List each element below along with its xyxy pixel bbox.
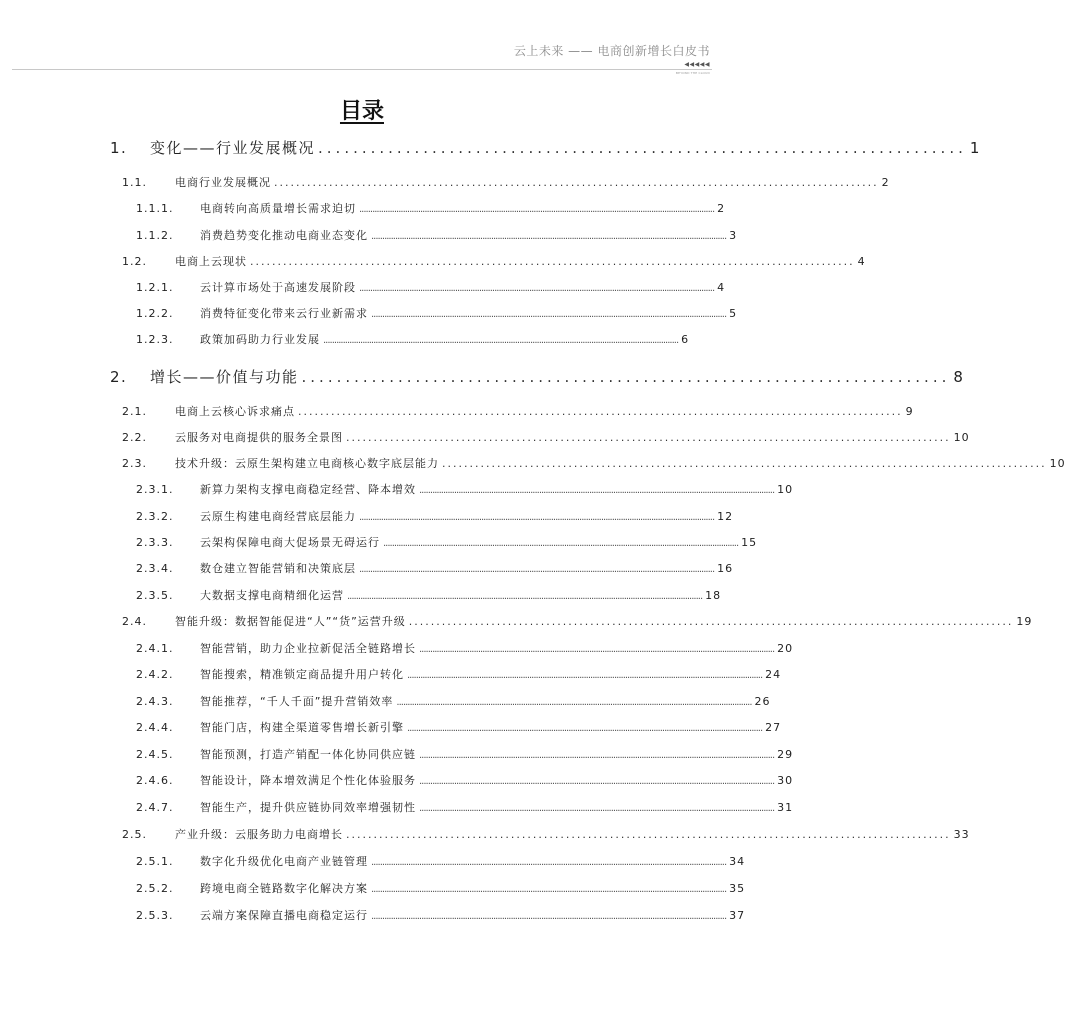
toc-page-number: 12 — [717, 510, 734, 523]
header-arrows-icon: ◀◀◀◀◀ — [684, 61, 710, 68]
toc-title-text: 云端方案保障直播电商稳定运行 — [200, 909, 368, 922]
toc-title-text: 消费特征变化带来云行业新需求 — [200, 307, 368, 320]
toc-page-number: 5 — [729, 307, 738, 320]
toc-leader: ................................................................................................................................................................... — [396, 697, 752, 708]
toc-page-number: 9 — [905, 405, 914, 418]
toc-entry[interactable] — [136, 560, 734, 576]
toc-title-text: 消费趋势变化推动电商业态变化 — [200, 229, 368, 242]
toc-leader: ................................................................................................................................................................... — [359, 564, 715, 575]
toc-leader: ................................................................................................................................................................... — [371, 911, 727, 922]
toc-leader: .......................................................................... — [318, 139, 967, 157]
toc-page-number: 1 — [969, 139, 981, 157]
toc-title-text: 数仓建立智能营销和决策底层 — [200, 562, 356, 575]
toc-leader: ................................................................................................................................................................... — [419, 485, 775, 496]
toc-number: 2.4.2. — [136, 668, 174, 681]
toc-number: 2.4.6. — [136, 774, 174, 787]
toc-entry[interactable] — [136, 666, 782, 682]
toc-leader: ................................................................................................................................................................... — [371, 884, 727, 895]
toc-leader: ................................................................................................................................................................... — [407, 670, 763, 681]
toc-leader: .............................................................................................................. — [274, 176, 879, 189]
toc-page-number: 37 — [729, 909, 746, 922]
toc-leader: ................................................................................................................................................................... — [359, 283, 715, 294]
toc-page-number: 16 — [717, 562, 734, 575]
toc-page-number: 24 — [765, 668, 782, 681]
toc-title-text: 跨境电商全链路数字化解决方案 — [200, 882, 368, 895]
toc-entry[interactable] — [122, 174, 890, 190]
toc-entry[interactable] — [136, 534, 758, 550]
toc-page-number: 8 — [953, 368, 965, 386]
toc-page-number: 10 — [777, 483, 794, 496]
toc-number: 1.1.1. — [136, 202, 174, 215]
toc-entry[interactable] — [136, 305, 738, 321]
toc-leader: .............................................................................................................. — [250, 255, 855, 268]
toc-title-text: 新算力架构支撑电商稳定经营、降本增效 — [200, 483, 416, 496]
toc-number: 2.3.1. — [136, 483, 174, 496]
toc-leader: ................................................................................................................................................................... — [419, 644, 775, 655]
toc-page-number: 10 — [1049, 457, 1066, 470]
toc-title-text: 政策加码助力行业发展 — [200, 333, 320, 346]
toc-page-number: 30 — [777, 774, 794, 787]
toc-entry[interactable] — [136, 799, 794, 815]
toc-number: 1.2.3. — [136, 333, 174, 346]
toc-leader: .............................................................................................................. — [408, 615, 1014, 628]
toc-title-text: 智能升级：数据智能促进“人”“货”运营升级 — [175, 615, 406, 628]
toc-title: 目录 — [339, 99, 384, 124]
toc-title-text: 变化——行业发展概况 — [150, 139, 316, 157]
toc-number: 2.5.1. — [136, 855, 174, 868]
toc-number: 2.5. — [122, 828, 147, 841]
toc-title-text: 数字化升级优化电商产业链管理 — [200, 855, 368, 868]
toc-title-text: 云计算市场处于高速发展阶段 — [200, 281, 356, 294]
toc-leader: ................................................................................................................................................................... — [419, 803, 775, 814]
toc-entry[interactable] — [122, 429, 970, 445]
toc-entry[interactable] — [136, 508, 734, 524]
toc-number: 2.5.2. — [136, 882, 174, 895]
toc-page-number: 2 — [717, 202, 726, 215]
toc-number: 2.3.3. — [136, 536, 174, 549]
toc-entry[interactable] — [136, 719, 782, 735]
toc-page-number: 3 — [729, 229, 738, 242]
toc-entry[interactable] — [136, 587, 722, 603]
toc-title-text: 智能预测，打造产销配一体化协同供应链 — [200, 748, 416, 761]
toc-page-number: 31 — [777, 801, 794, 814]
toc-title-text: 增长——价值与功能 — [150, 368, 299, 386]
toc-leader: ................................................................................................................................................................... — [359, 204, 715, 215]
toc-title-text: 大数据支撑电商精细化运营 — [200, 589, 344, 602]
toc-page-number: 35 — [729, 882, 746, 895]
toc-page-number: 10 — [953, 431, 970, 444]
toc-title-text: 云架构保障电商大促场景无碍运行 — [200, 536, 380, 549]
toc-entry[interactable] — [122, 403, 914, 419]
toc-leader: .............................................................................................................. — [298, 405, 903, 418]
toc-entry[interactable] — [136, 880, 746, 896]
toc-entry[interactable] — [122, 455, 1066, 471]
toc-page-number: 4 — [717, 281, 726, 294]
toc-entry[interactable] — [110, 366, 965, 388]
toc-leader: .......................................................................... — [301, 368, 951, 386]
toc-page-number: 19 — [1016, 615, 1033, 628]
toc-entry[interactable] — [136, 853, 746, 869]
toc-title-text: 电商上云核心诉求痛点 — [175, 405, 295, 418]
toc-page-number: 20 — [777, 642, 794, 655]
toc-number: 1. — [110, 139, 128, 157]
toc-entry[interactable] — [122, 826, 970, 842]
toc-title-text: 智能门店，构建全渠道零售增长新引擎 — [200, 721, 404, 734]
toc-title-text: 云服务对电商提供的服务全景图 — [175, 431, 343, 444]
toc-number: 1.1.2. — [136, 229, 174, 242]
toc-leader: .............................................................................................................. — [346, 431, 951, 444]
toc-leader: .............................................................................................................. — [442, 457, 1047, 470]
toc-number: 1.2.1. — [136, 281, 174, 294]
toc-leader: .............................................................................................................. — [346, 828, 951, 841]
toc-page-number: 34 — [729, 855, 746, 868]
toc-page-number: 26 — [754, 695, 771, 708]
toc-number: 1.1. — [122, 176, 147, 189]
toc-entry[interactable] — [136, 640, 794, 656]
toc-number: 2.3. — [122, 457, 147, 470]
toc-entry[interactable] — [136, 200, 726, 216]
toc-entry[interactable] — [136, 772, 794, 788]
toc-number: 2.1. — [122, 405, 147, 418]
toc-page-number: 29 — [777, 748, 794, 761]
header-divider — [12, 69, 712, 70]
toc-number: 2.4.3. — [136, 695, 174, 708]
toc-entry[interactable] — [136, 481, 794, 497]
toc-title-text: 智能推荐，“千人千面”提升营销效率 — [200, 695, 394, 708]
toc-number: 2.3.2. — [136, 510, 174, 523]
toc-entry[interactable] — [136, 746, 794, 762]
toc-title-text: 产业升级：云服务助力电商增长 — [175, 828, 343, 841]
toc-title-text: 智能营销，助力企业拉新促活全链路增长 — [200, 642, 416, 655]
toc-leader: ................................................................................................................................................................... — [419, 750, 775, 761]
toc-page-number: 6 — [681, 333, 690, 346]
toc-number: 2.4. — [122, 615, 147, 628]
toc-entry[interactable] — [122, 613, 1033, 629]
toc-title-text: 电商行业发展概况 — [175, 176, 271, 189]
toc-number: 2. — [110, 368, 128, 386]
toc-page-number: 15 — [741, 536, 758, 549]
toc-entry[interactable] — [136, 693, 771, 709]
toc-entry[interactable] — [136, 331, 690, 347]
toc-number: 2.2. — [122, 431, 147, 444]
toc-title-text: 电商上云现状 — [175, 255, 247, 268]
toc-page-number: 33 — [953, 828, 970, 841]
toc-title-text: 智能搜索，精准锁定商品提升用户转化 — [200, 668, 404, 681]
toc-entry[interactable] — [110, 137, 981, 159]
toc-number: 2.4.4. — [136, 721, 174, 734]
toc-entry[interactable] — [136, 227, 738, 243]
toc-leader: ................................................................................................................................................................... — [419, 776, 775, 787]
toc-page-number: 4 — [857, 255, 866, 268]
toc-leader: ................................................................................................................................................................... — [347, 591, 703, 602]
toc-page-number: 27 — [765, 721, 782, 734]
toc-title-text: 技术升级：云原生架构建立电商核心数字底层能力 — [175, 457, 439, 470]
toc-entry[interactable] — [122, 253, 866, 269]
toc-entry[interactable] — [136, 279, 726, 295]
toc-number: 1.2.2. — [136, 307, 174, 320]
toc-number: 2.4.7. — [136, 801, 174, 814]
header-subtitle: BEYOND THE CLOUD — [675, 71, 710, 75]
toc-number: 2.5.3. — [136, 909, 174, 922]
toc-entry[interactable] — [136, 907, 746, 923]
toc-leader: ................................................................................................................................................................... — [371, 857, 727, 868]
toc-number: 2.3.5. — [136, 589, 174, 602]
toc-leader: ................................................................................................................................................................... — [359, 512, 715, 523]
toc-number: 2.3.4. — [136, 562, 174, 575]
toc-number: 2.4.1. — [136, 642, 174, 655]
toc-leader: ................................................................................................................................................................... — [323, 335, 679, 346]
toc-title-text: 电商转向高质量增长需求迫切 — [200, 202, 356, 215]
toc-title-text: 智能生产，提升供应链协同效率增强韧性 — [200, 801, 416, 814]
toc-leader: ................................................................................................................................................................... — [371, 309, 727, 320]
toc-leader: ................................................................................................................................................................... — [383, 538, 739, 549]
toc-leader: ................................................................................................................................................................... — [407, 723, 763, 734]
toc-title-text: 云原生构建电商经营底层能力 — [200, 510, 356, 523]
toc-number: 1.2. — [122, 255, 147, 268]
toc-page-number: 18 — [705, 589, 722, 602]
toc-page-number: 2 — [881, 176, 890, 189]
toc-title-text: 智能设计，降本增效满足个性化体验服务 — [200, 774, 416, 787]
toc-number: 2.4.5. — [136, 748, 174, 761]
toc-leader: ................................................................................................................................................................... — [371, 231, 727, 242]
header-title: 云上未来 —— 电商创新增长白皮书 — [513, 44, 710, 58]
